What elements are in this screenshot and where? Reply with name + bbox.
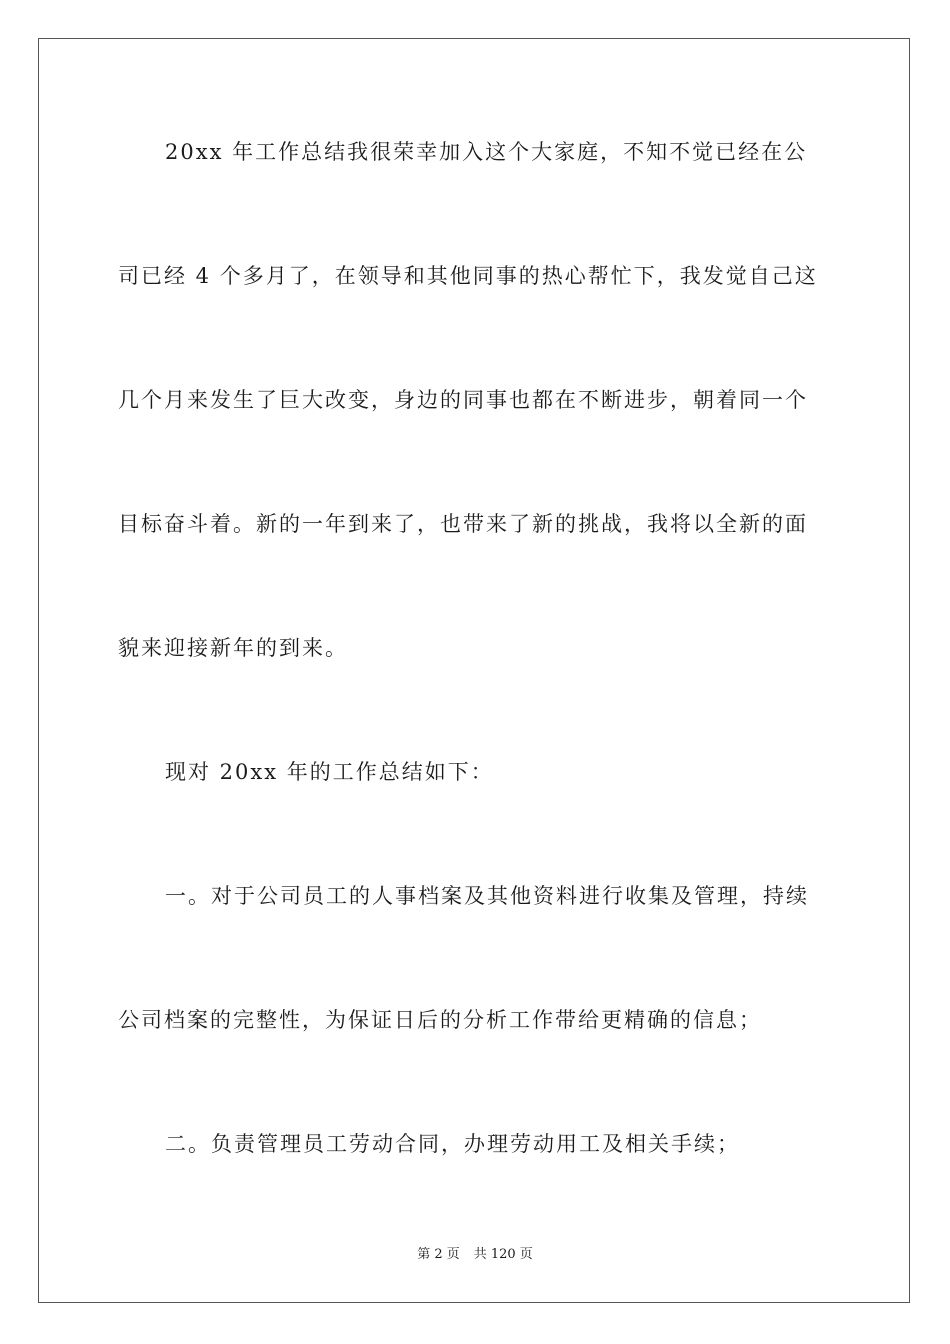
summary-intro-line: 现对 20xx 年的工作总结如下： (165, 760, 494, 784)
paragraph-line-5: 貌来迎接新年的到来。 (118, 636, 348, 660)
page-total: 共 120 页 (473, 1247, 533, 1262)
page-border (38, 38, 910, 1303)
page-number: 第 2 页 (417, 1247, 460, 1262)
item-one-line-2: 公司档案的完整性，为保证日后的分析工作带给更精确的信息； (118, 1008, 762, 1032)
paragraph-line-2: 司已经 4 个多月了，在领导和其他同事的热心帮忙下，我发觉自己这 (118, 264, 818, 288)
item-two-line: 二。负责管理员工劳动合同，办理劳动用工及相关手续； (165, 1132, 740, 1156)
paragraph-line-1: 20xx 年工作总结我很荣幸加入这个大家庭，不知不觉已经在公 (165, 140, 808, 164)
page-footer (0, 1246, 950, 1264)
paragraph-line-4: 目标奋斗着。新的一年到来了，也带来了新的挑战，我将以全新的面 (118, 512, 808, 536)
item-one-line-1: 一。对于公司员工的人事档案及其他资料进行收集及管理，持续 (165, 884, 809, 908)
paragraph-line-3: 几个月来发生了巨大改变，身边的同事也都在不断进步，朝着同一个 (118, 388, 808, 412)
